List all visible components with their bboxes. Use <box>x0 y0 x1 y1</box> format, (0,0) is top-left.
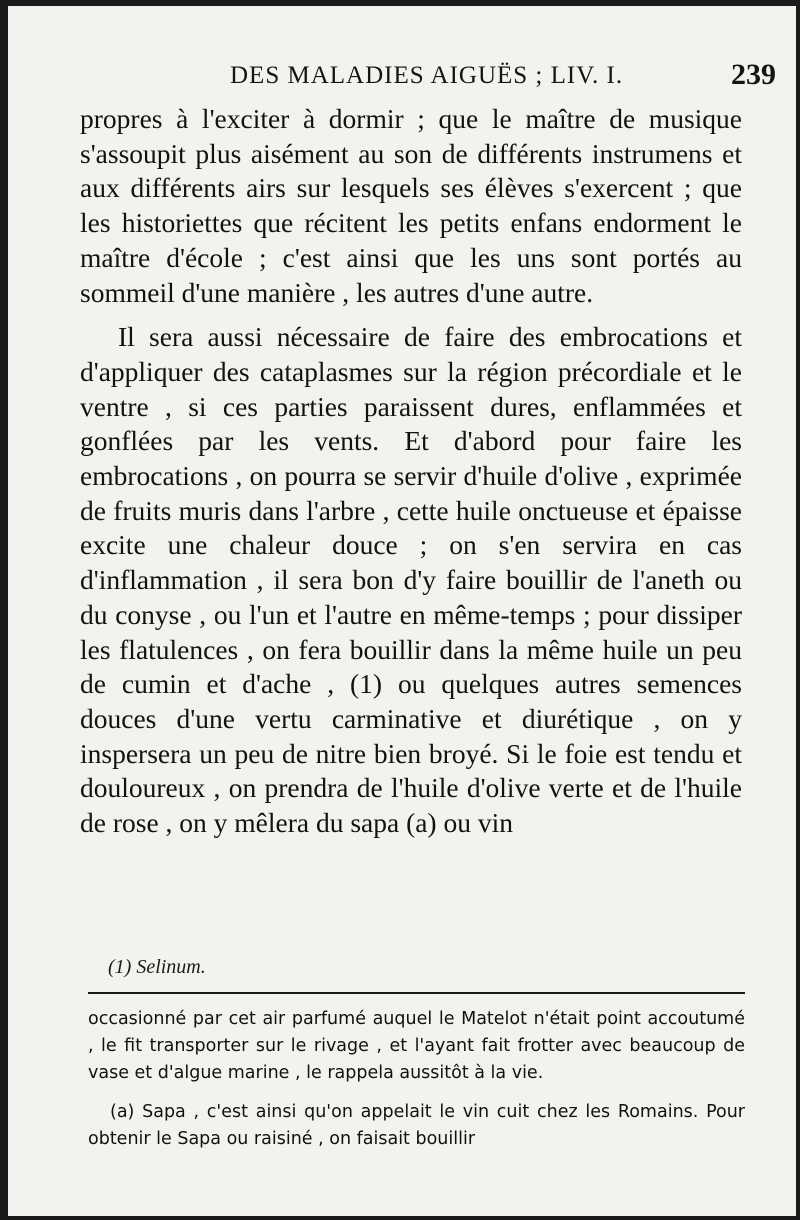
note-a: (a) Sapa , c'est ainsi qu'on appelait le vin cuit chez les Romains. Pour obtenir le Sapa ou raisiné , on faisait bouillir <box>88 1102 745 1149</box>
note-continuation: occasionné par cet air parfumé auquel le Matelot n'était point accoutumé , le fit transporter sur le rivage , et l'ayant fait frotter avec beaucoup de vase et d'algue marine , le rappela aussitôt à la vie. <box>88 1009 745 1083</box>
notes-separator-rule <box>88 992 745 994</box>
page-number: 239 <box>731 58 776 91</box>
footnote-selinum: (1) Selinum. <box>108 956 206 978</box>
page-header <box>8 58 796 98</box>
main-text <box>80 102 742 841</box>
end-notes <box>88 1006 745 1153</box>
running-title: DES MALADIES AIGUËS ; LIV. I. <box>230 62 624 89</box>
book-page <box>8 6 796 1216</box>
paragraph-2: Il sera aussi nécessaire de faire des embrocations et d'appliquer des cataplasmes sur la région précordiale et le ventre , si ces parties paraissent dures, enflammées et gonflées par les vents. Et d'abord pour faire les embrocations , on pourra se servir d'huile d'olive , exprimée de fruits muris dans l'arbre , cette huile onctueuse et épaisse excite une chaleur douce ; on s'en servira en cas d'inflammation , il sera bon d'y faire bouillir de l'aneth ou du conyse , ou l'un et l'autre en même-temps ; pour dissiper les flatulences , on fera bouillir dans la même huile un peu de cumin et d'ache , (1) ou quelques autres semences douces d'une vertu carminative et diurétique , on y inspersera un peu de nitre bien broyé. Si le foie est tendu et douloureux , on prendra de l'huile d'olive verte et de l'huile de rose , on y mêlera du sapa (a) ou vin <box>80 321 742 839</box>
paragraph-1: propres à l'exciter à dormir ; que le maître de musique s'assoupit plus aisément au son de différents instrumens et aux différents airs sur lesquels ses élèves s'exercent ; que les historiettes que récitent les petits enfans endorment le maître d'école ; c'est ainsi que les uns sont portés au sommeil d'une manière , les autres d'une autre. <box>80 103 742 308</box>
